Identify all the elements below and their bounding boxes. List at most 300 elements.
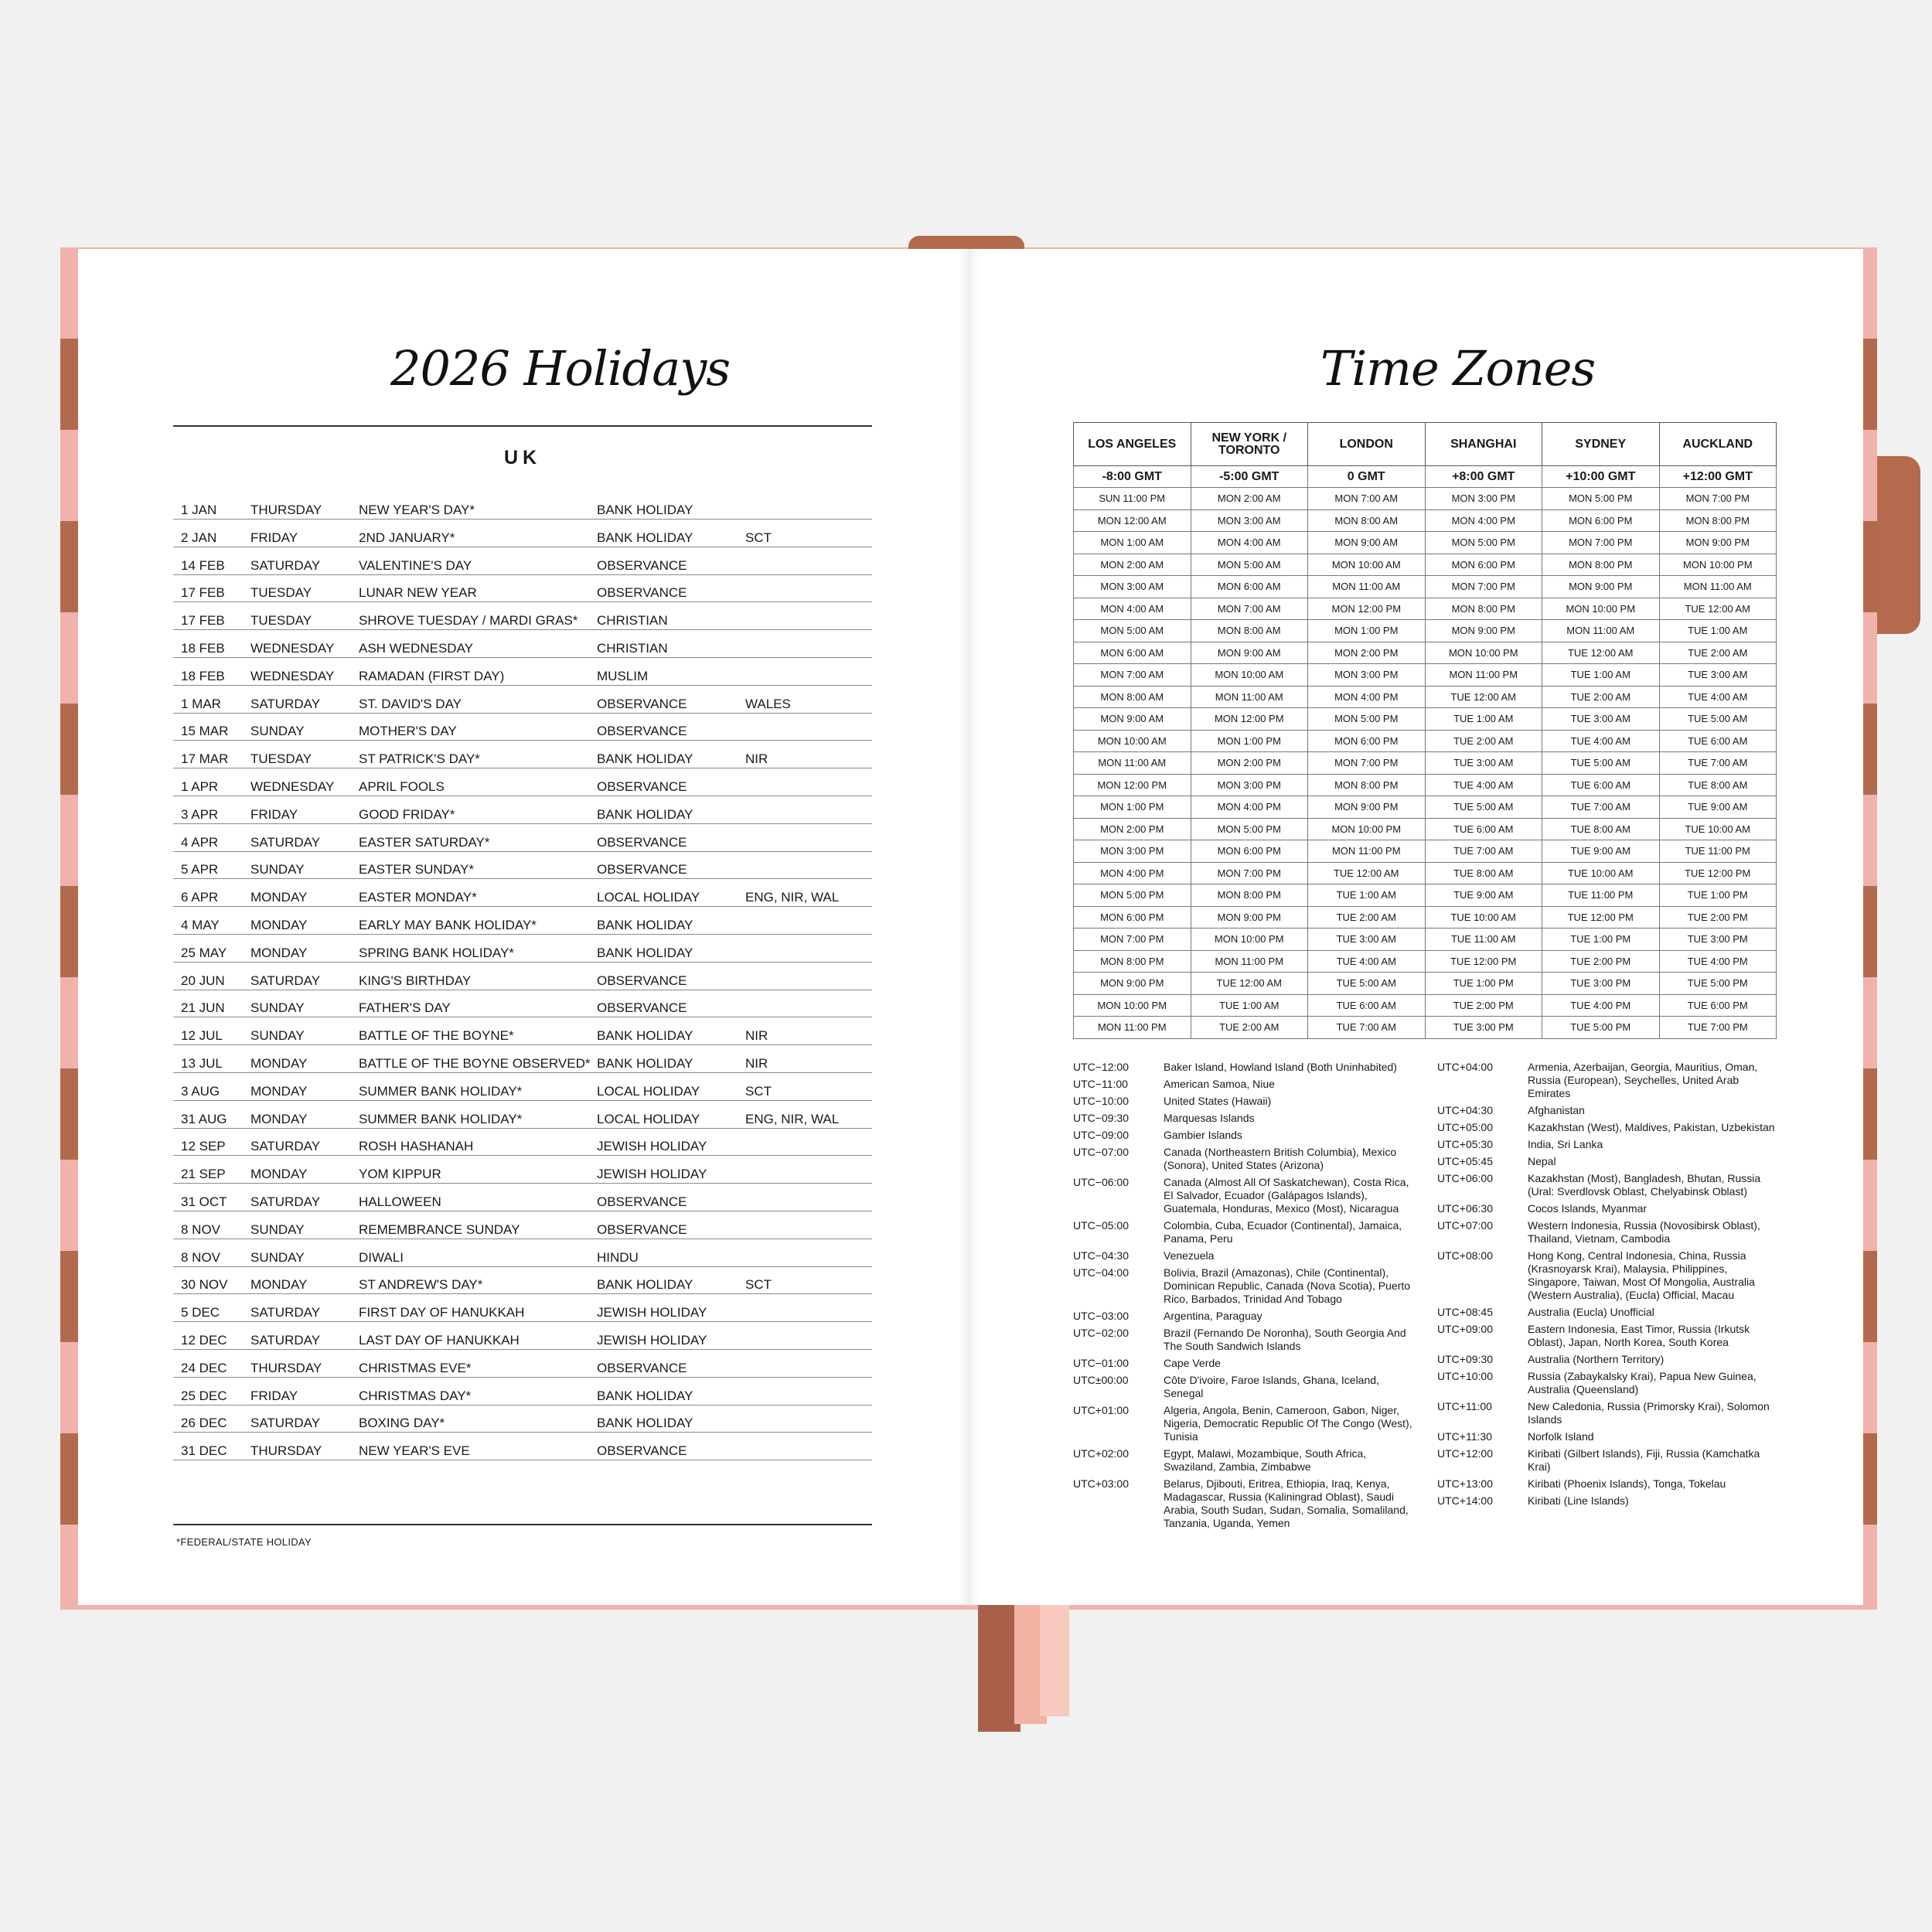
timezone-cell: TUE 1:00 AM <box>1542 664 1660 687</box>
timezone-cell: TUE 6:00 AM <box>1308 994 1426 1017</box>
timezone-cell: MON 11:00 PM <box>1308 840 1426 863</box>
timezone-cell: MON 12:00 AM <box>1074 509 1191 532</box>
timezone-row <box>1074 840 1777 863</box>
timezone-cell: TUE 7:00 AM <box>1542 796 1660 819</box>
timezone-cell: TUE 10:00 AM <box>1659 818 1777 840</box>
utc-offset-regions: Côte D'ivoire, Faroe Islands, Ghana, Iceland, Senegal <box>1164 1374 1379 1399</box>
holiday-type: BANK HOLIDAY <box>597 530 693 545</box>
holiday-name: LUNAR NEW YEAR <box>359 585 477 601</box>
holiday-name: SPRING BANK HOLIDAY* <box>359 945 514 960</box>
timezone-cell: TUE 11:00 PM <box>1659 840 1777 863</box>
utc-offset-label: UTC+12:00 <box>1437 1447 1493 1460</box>
holiday-name: SUMMER BANK HOLIDAY* <box>359 1111 523 1126</box>
timezone-cell: TUE 10:00 AM <box>1425 906 1542 929</box>
holiday-date: 31 AUG <box>181 1111 227 1126</box>
holiday-weekday: MONDAY <box>250 1277 308 1293</box>
timezone-cell: MON 8:00 PM <box>1425 598 1542 620</box>
timezone-cell: MON 11:00 AM <box>1074 752 1191 775</box>
timezone-table <box>1073 422 1777 1039</box>
utc-offset-entry <box>1073 1327 1413 1353</box>
holiday-date: 12 SEP <box>181 1139 226 1154</box>
holiday-date: 21 SEP <box>181 1167 226 1182</box>
holiday-weekday: SUNDAY <box>250 862 305 877</box>
timezone-cell: MON 5:00 PM <box>1425 532 1542 554</box>
utc-offset-regions: Kiribati (Phoenix Islands), Tonga, Tokelau <box>1528 1477 1726 1490</box>
utc-offset-label: UTC+06:00 <box>1437 1172 1493 1184</box>
holiday-weekday: THURSDAY <box>250 1360 322 1375</box>
holiday-date: 1 MAR <box>181 696 221 711</box>
utc-offset-entry <box>1437 1249 1777 1302</box>
holiday-weekday: TUESDAY <box>250 751 312 767</box>
utc-offset-regions: Egypt, Malawi, Mozambique, South Africa, Swaziland, Zambia, Zimbabwe <box>1164 1447 1367 1473</box>
holidays-bottom-rule <box>173 1524 872 1525</box>
footnote: *FEDERAL/STATE HOLIDAY <box>176 1536 312 1548</box>
timezone-cell: MON 9:00 AM <box>1191 642 1308 664</box>
utc-offset-entry <box>1073 1374 1413 1400</box>
holiday-name: ST PATRICK'S DAY* <box>359 751 480 767</box>
holiday-weekday: MONDAY <box>250 945 308 960</box>
timezone-cell: MON 1:00 PM <box>1308 620 1426 642</box>
holiday-type: BANK HOLIDAY <box>597 1388 693 1403</box>
utc-offset-label: UTC+04:00 <box>1437 1061 1493 1073</box>
ribbon-bookmark[interactable] <box>1040 1600 1069 1716</box>
holiday-row <box>173 1129 872 1156</box>
timezone-cell: TUE 5:00 AM <box>1425 796 1542 819</box>
holiday-type: CHRISTIAN <box>597 613 668 629</box>
timezone-row <box>1074 774 1777 796</box>
city-header: LONDON <box>1308 423 1426 466</box>
timezone-cell: MON 6:00 PM <box>1425 554 1542 576</box>
holiday-region: SCT <box>745 1083 772 1099</box>
utc-offset-entry <box>1437 1172 1777 1198</box>
timezone-row <box>1074 576 1777 598</box>
utc-offset-regions: Kiribati (Line Islands) <box>1528 1494 1629 1507</box>
holiday-date: 30 NOV <box>181 1277 228 1293</box>
timezone-cell: TUE 11:00 AM <box>1425 929 1542 951</box>
holiday-row <box>173 1433 872 1460</box>
holiday-date: 17 FEB <box>181 613 225 629</box>
city-header: SYDNEY <box>1542 423 1660 466</box>
holiday-row <box>173 714 872 741</box>
holiday-date: 3 AUG <box>181 1083 220 1099</box>
timezone-cell: TUE 7:00 AM <box>1659 752 1777 775</box>
holiday-region: WALES <box>745 696 791 711</box>
timezone-cell: MON 10:00 PM <box>1425 642 1542 664</box>
holiday-date: 17 MAR <box>181 751 229 767</box>
timezone-cell: MON 9:00 PM <box>1659 532 1777 554</box>
timezone-cell: TUE 8:00 AM <box>1425 862 1542 884</box>
utc-offset-label: UTC−05:00 <box>1073 1219 1129 1232</box>
timezone-cell: MON 7:00 PM <box>1308 752 1426 775</box>
timezone-row <box>1074 708 1777 731</box>
holiday-region: SCT <box>745 1277 772 1293</box>
holiday-date: 4 MAY <box>181 918 220 932</box>
utc-offset-entry <box>1437 1353 1777 1366</box>
utc-offset-regions: Afghanistan <box>1528 1104 1585 1116</box>
holiday-weekday: SATURDAY <box>250 1194 321 1209</box>
timezone-cell: MON 9:00 PM <box>1542 576 1660 598</box>
utc-offset-label: UTC−07:00 <box>1073 1146 1129 1158</box>
holiday-name: SUMMER BANK HOLIDAY* <box>359 1083 523 1099</box>
timezone-cell: MON 10:00 PM <box>1191 929 1308 951</box>
utc-offset-label: UTC−04:30 <box>1073 1249 1129 1262</box>
utc-offset-label: UTC+05:30 <box>1437 1138 1493 1150</box>
utc-offset-label: UTC+04:30 <box>1437 1104 1493 1116</box>
holiday-name: ASH WEDNESDAY <box>359 641 473 656</box>
holiday-weekday: SATURDAY <box>250 834 321 850</box>
holiday-weekday: WEDNESDAY <box>250 668 335 683</box>
timezone-cell: MON 4:00 AM <box>1191 532 1308 554</box>
holiday-region: NIR <box>745 751 768 767</box>
utc-offset-label: UTC−10:00 <box>1073 1095 1129 1107</box>
holiday-type: HINDU <box>597 1249 639 1265</box>
utc-offset-entry <box>1437 1430 1777 1443</box>
timezone-cell: MON 9:00 PM <box>1425 620 1542 642</box>
holiday-row <box>173 659 872 686</box>
holiday-date: 21 JUN <box>181 1000 225 1016</box>
utc-offset-entry <box>1437 1323 1777 1349</box>
gmt-offset: +8:00 GMT <box>1425 466 1542 488</box>
timezone-row <box>1074 994 1777 1017</box>
timezone-cell: MON 3:00 PM <box>1308 664 1426 687</box>
holiday-weekday: FRIDAY <box>250 1388 298 1403</box>
utc-offset-label: UTC+01:00 <box>1073 1404 1129 1416</box>
holiday-row <box>173 603 872 630</box>
utc-offset-entry <box>1073 1357 1413 1370</box>
holiday-type: BANK HOLIDAY <box>597 1056 693 1071</box>
holiday-date: 4 APR <box>181 834 219 850</box>
gmt-offset: 0 GMT <box>1308 466 1426 488</box>
utc-offset-regions: Canada (Almost All Of Saskatchewan), Costa Rica, El Salvador, Ecuador (Galápagos Islands), Guatemala, Honduras, Mexico (Most), Nicaragua <box>1164 1176 1409 1215</box>
timezone-cell: MON 12:00 PM <box>1191 708 1308 731</box>
holiday-row <box>173 797 872 824</box>
timezone-cell: TUE 4:00 PM <box>1659 950 1777 973</box>
utc-offset-entry <box>1437 1138 1777 1151</box>
timezone-cell: MON 1:00 PM <box>1074 796 1191 819</box>
holiday-name: EASTER SATURDAY* <box>359 834 490 850</box>
timezone-cell: TUE 2:00 PM <box>1659 906 1777 929</box>
timezone-cell: TUE 2:00 AM <box>1425 730 1542 752</box>
holiday-type: JEWISH HOLIDAY <box>597 1167 707 1182</box>
holiday-date: 25 DEC <box>181 1388 227 1403</box>
holiday-type: JEWISH HOLIDAY <box>597 1333 707 1348</box>
utc-offset-entry <box>1437 1219 1777 1245</box>
holiday-date: 3 APR <box>181 806 219 822</box>
utc-offset-label: UTC+07:00 <box>1437 1219 1493 1232</box>
holiday-name: FIRST DAY OF HANUKKAH <box>359 1305 525 1320</box>
holiday-date: 2 JAN <box>181 530 217 545</box>
holiday-row <box>173 935 872 963</box>
utc-offset-entry <box>1437 1447 1777 1474</box>
utc-offset-entry <box>1073 1112 1413 1125</box>
holiday-type: OBSERVANCE <box>597 557 687 573</box>
utc-offset-regions: Cape Verde <box>1164 1357 1221 1369</box>
holiday-type: OBSERVANCE <box>597 1222 687 1237</box>
holiday-weekday: FRIDAY <box>250 530 298 545</box>
timezone-cell: MON 7:00 PM <box>1074 929 1191 951</box>
timezone-row <box>1074 509 1777 532</box>
region-heading: UK <box>503 447 542 469</box>
utc-offset-entry <box>1073 1447 1413 1474</box>
holiday-weekday: SATURDAY <box>250 973 321 988</box>
holiday-row <box>173 1295 872 1322</box>
city-header: AUCKLAND <box>1659 423 1777 466</box>
holiday-weekday: SUNDAY <box>250 1249 305 1265</box>
holiday-type: OBSERVANCE <box>597 973 687 988</box>
holiday-date: 31 DEC <box>181 1443 227 1459</box>
timezone-cell: TUE 12:00 AM <box>1542 642 1660 664</box>
timezone-cell: MON 10:00 AM <box>1074 730 1191 752</box>
holiday-name: CHRISTMAS EVE* <box>359 1360 472 1375</box>
holiday-row <box>173 1157 872 1184</box>
holiday-name: NEW YEAR'S DAY* <box>359 503 475 517</box>
holiday-name: KING'S BIRTHDAY <box>359 973 472 988</box>
utc-offset-entry <box>1073 1095 1413 1108</box>
timezone-cell: TUE 10:00 AM <box>1542 862 1660 884</box>
timezone-cell: MON 11:00 PM <box>1074 1017 1191 1039</box>
utc-offset-label: UTC+08:45 <box>1437 1306 1493 1318</box>
holiday-type: OBSERVANCE <box>597 585 687 601</box>
timezone-cell: MON 6:00 PM <box>1308 730 1426 752</box>
timezone-row <box>1074 929 1777 951</box>
holiday-name: VALENTINE'S DAY <box>359 557 472 573</box>
timezone-cell: TUE 9:00 AM <box>1425 884 1542 907</box>
timezone-cell: MON 2:00 PM <box>1308 642 1426 664</box>
timezone-cell: TUE 3:00 PM <box>1659 929 1777 951</box>
holiday-name: DIWALI <box>359 1249 404 1265</box>
timezone-cell: TUE 1:00 AM <box>1425 708 1542 731</box>
holiday-date: 13 JUL <box>181 1056 223 1071</box>
timezone-row <box>1074 730 1777 752</box>
timezone-cell: TUE 3:00 AM <box>1542 708 1660 731</box>
holiday-row <box>173 1046 872 1073</box>
utc-offset-regions: Kazakhstan (Most), Bangladesh, Bhutan, Russia (Ural: Sverdlovsk Oblast, Chelyabinsk Oblast) <box>1528 1172 1761 1198</box>
timezone-cell: MON 4:00 PM <box>1308 686 1426 708</box>
holiday-region: ENG, NIR, WAL <box>745 1111 840 1126</box>
holiday-weekday: FRIDAY <box>250 806 298 822</box>
timezone-cell: TUE 2:00 AM <box>1659 642 1777 664</box>
holiday-name: RAMADAN (FIRST DAY) <box>359 668 505 683</box>
holiday-type: BANK HOLIDAY <box>597 1277 693 1293</box>
timezone-cell: MON 5:00 AM <box>1191 554 1308 576</box>
timezone-cell: MON 4:00 AM <box>1074 598 1191 620</box>
timezone-cell: TUE 2:00 AM <box>1191 1017 1308 1039</box>
holiday-region: ENG, NIR, WAL <box>745 890 840 905</box>
holiday-row <box>173 548 872 575</box>
holiday-name: BATTLE OF THE BOYNE OBSERVED* <box>359 1056 591 1071</box>
utc-offset-regions: Australia (Eucla) Unofficial <box>1528 1306 1654 1318</box>
timezone-cell: TUE 12:00 AM <box>1191 973 1308 995</box>
utc-offset-regions: Baker Island, Howland Island (Both Uninhabited) <box>1164 1061 1397 1073</box>
holiday-date: 1 APR <box>181 779 219 794</box>
holiday-row <box>173 631 872 658</box>
holiday-weekday: SUNDAY <box>250 1028 305 1044</box>
timezone-cell: MON 5:00 PM <box>1074 884 1191 907</box>
utc-offset-label: UTC−04:00 <box>1073 1266 1129 1279</box>
holiday-name: FATHER'S DAY <box>359 1000 451 1016</box>
holiday-row <box>173 1323 872 1350</box>
timezone-row <box>1074 752 1777 775</box>
timezone-cell: MON 7:00 PM <box>1659 488 1777 510</box>
timezone-cell: MON 4:00 PM <box>1425 509 1542 532</box>
holiday-name: EASTER MONDAY* <box>359 890 477 905</box>
holiday-weekday: SATURDAY <box>250 1333 321 1348</box>
holiday-weekday: TUESDAY <box>250 613 312 629</box>
timezones-title: Time Zones <box>1320 340 1596 397</box>
holiday-type: MUSLIM <box>597 668 649 683</box>
holiday-name: BATTLE OF THE BOYNE* <box>359 1028 514 1044</box>
timezone-cell: MON 10:00 AM <box>1308 554 1426 576</box>
timezone-cell: TUE 1:00 AM <box>1191 994 1308 1017</box>
page-gutter <box>959 249 980 1605</box>
utc-offset-entry <box>1073 1129 1413 1142</box>
timezone-cell: MON 3:00 PM <box>1074 840 1191 863</box>
city-header: LOS ANGELES <box>1074 423 1191 466</box>
holiday-type: BANK HOLIDAY <box>597 806 693 822</box>
timezone-row <box>1074 796 1777 819</box>
holiday-weekday: MONDAY <box>250 1167 308 1182</box>
timezone-cell: MON 9:00 AM <box>1308 532 1426 554</box>
timezone-row <box>1074 686 1777 708</box>
utc-offset-label: UTC+06:30 <box>1437 1202 1493 1215</box>
holiday-weekday: MONDAY <box>250 918 308 932</box>
holiday-weekday: WEDNESDAY <box>250 779 335 794</box>
holiday-date: 5 APR <box>181 862 219 877</box>
timezone-cell: TUE 12:00 AM <box>1425 686 1542 708</box>
timezone-cell: MON 11:00 PM <box>1191 950 1308 973</box>
holiday-weekday: THURSDAY <box>250 503 322 517</box>
timezone-cell: MON 8:00 PM <box>1659 509 1777 532</box>
holiday-weekday: SATURDAY <box>250 1416 321 1431</box>
timezone-cell: TUE 8:00 AM <box>1542 818 1660 840</box>
holiday-weekday: SUNDAY <box>250 1222 305 1237</box>
utc-offset-entry <box>1437 1121 1777 1134</box>
timezone-cell: TUE 8:00 AM <box>1659 774 1777 796</box>
holiday-row <box>173 1212 872 1239</box>
holiday-row <box>173 1018 872 1045</box>
holiday-row <box>173 880 872 907</box>
timezone-cell: MON 3:00 PM <box>1425 488 1542 510</box>
timezone-row <box>1074 488 1777 510</box>
timezone-cell: MON 1:00 PM <box>1191 730 1308 752</box>
utc-offset-label: UTC+05:00 <box>1437 1121 1493 1133</box>
holiday-type: JEWISH HOLIDAY <box>597 1139 707 1154</box>
utc-offset-label: UTC+11:30 <box>1437 1430 1492 1443</box>
holiday-date: 1 JAN <box>181 503 217 517</box>
timezone-cell: MON 5:00 AM <box>1074 620 1191 642</box>
timezone-cell: MON 9:00 AM <box>1074 708 1191 731</box>
holiday-row <box>173 1240 872 1267</box>
timezone-cell: MON 1:00 AM <box>1074 532 1191 554</box>
holiday-date: 18 FEB <box>181 641 225 656</box>
timezone-cell: TUE 3:00 PM <box>1425 1017 1542 1039</box>
holiday-name: MOTHER'S DAY <box>359 724 457 739</box>
timezone-cell: TUE 9:00 AM <box>1659 796 1777 819</box>
holiday-type: CHRISTIAN <box>597 641 668 656</box>
timezone-row <box>1074 664 1777 687</box>
timezone-cell: MON 5:00 PM <box>1191 818 1308 840</box>
utc-offset-entry <box>1073 1078 1413 1091</box>
holiday-region: NIR <box>745 1028 768 1044</box>
timezone-cell: TUE 12:00 PM <box>1659 862 1777 884</box>
holidays-title: 2026 Holidays <box>390 340 731 397</box>
holiday-weekday: TUESDAY <box>250 585 312 601</box>
timezone-cell: MON 7:00 PM <box>1425 576 1542 598</box>
timezone-cell: TUE 7:00 AM <box>1425 840 1542 863</box>
holiday-region: NIR <box>745 1056 768 1071</box>
timezone-cell: MON 10:00 PM <box>1074 994 1191 1017</box>
timezone-cell: MON 6:00 AM <box>1191 576 1308 598</box>
utc-offset-label: UTC±00:00 <box>1073 1374 1129 1386</box>
gmt-offset: +10:00 GMT <box>1542 466 1660 488</box>
holiday-row <box>173 825 872 852</box>
utc-offset-regions: Kazakhstan (West), Maldives, Pakistan, Uzbekistan <box>1528 1121 1775 1133</box>
timezone-cell: MON 3:00 PM <box>1191 774 1308 796</box>
holiday-name: GOOD FRIDAY* <box>359 806 455 822</box>
timezone-cell: MON 11:00 AM <box>1542 620 1660 642</box>
timezone-cell: MON 3:00 AM <box>1191 509 1308 532</box>
timezone-cell: TUE 6:00 AM <box>1542 774 1660 796</box>
city-header: SHANGHAI <box>1425 423 1542 466</box>
timezone-cell: TUE 1:00 AM <box>1659 620 1777 642</box>
utc-offset-label: UTC−11:00 <box>1073 1078 1128 1090</box>
utc-offset-regions: New Caledonia, Russia (Primorsky Krai), Solomon Islands <box>1528 1400 1770 1426</box>
utc-offset-label: UTC+11:00 <box>1437 1400 1492 1412</box>
utc-offset-entry <box>1073 1404 1413 1443</box>
utc-offset-entry <box>1437 1494 1777 1508</box>
holiday-date: 6 APR <box>181 890 219 905</box>
timezone-row <box>1074 532 1777 554</box>
holiday-type: OBSERVANCE <box>597 1000 687 1016</box>
elastic-closure[interactable] <box>1877 456 1920 634</box>
holiday-date: 12 DEC <box>181 1333 227 1348</box>
timezone-row <box>1074 862 1777 884</box>
holiday-name: HALLOWEEN <box>359 1194 441 1209</box>
holiday-name: EASTER SUNDAY* <box>359 862 474 877</box>
holiday-row <box>173 741 872 768</box>
holiday-row <box>173 852 872 879</box>
holiday-row <box>173 1102 872 1129</box>
holiday-name: ST ANDREW'S DAY* <box>359 1277 483 1293</box>
holiday-weekday: MONDAY <box>250 1056 308 1071</box>
holiday-date: 26 DEC <box>181 1416 227 1431</box>
utc-offset-entry <box>1073 1310 1413 1323</box>
holiday-name: REMEMBRANCE SUNDAY <box>359 1222 520 1237</box>
utc-offset-entry <box>1437 1306 1777 1319</box>
holiday-row <box>173 1074 872 1101</box>
timezone-cell: TUE 4:00 AM <box>1425 774 1542 796</box>
timezone-cell: MON 8:00 AM <box>1191 620 1308 642</box>
holiday-type: OBSERVANCE <box>597 779 687 794</box>
timezone-cell: TUE 5:00 PM <box>1659 973 1777 995</box>
holiday-weekday: SATURDAY <box>250 557 321 573</box>
timezone-cell: TUE 3:00 AM <box>1308 929 1426 951</box>
timezone-cell: TUE 2:00 PM <box>1425 994 1542 1017</box>
timezone-cell: TUE 1:00 PM <box>1542 929 1660 951</box>
timezone-cell: TUE 6:00 PM <box>1659 994 1777 1017</box>
holiday-name: ROSH HASHANAH <box>359 1139 474 1154</box>
holiday-weekday: MONDAY <box>250 890 308 905</box>
holiday-name: NEW YEAR'S EVE <box>359 1443 470 1459</box>
holiday-name: LAST DAY OF HANUKKAH <box>359 1333 520 1348</box>
timezone-row <box>1074 906 1777 929</box>
timezone-cell: TUE 6:00 AM <box>1659 730 1777 752</box>
holiday-weekday: SUNDAY <box>250 1000 305 1016</box>
utc-offset-label: UTC−09:00 <box>1073 1129 1129 1141</box>
timezone-cell: TUE 12:00 AM <box>1308 862 1426 884</box>
timezone-cell: MON 10:00 PM <box>1308 818 1426 840</box>
holiday-name: YOM KIPPUR <box>359 1167 441 1182</box>
